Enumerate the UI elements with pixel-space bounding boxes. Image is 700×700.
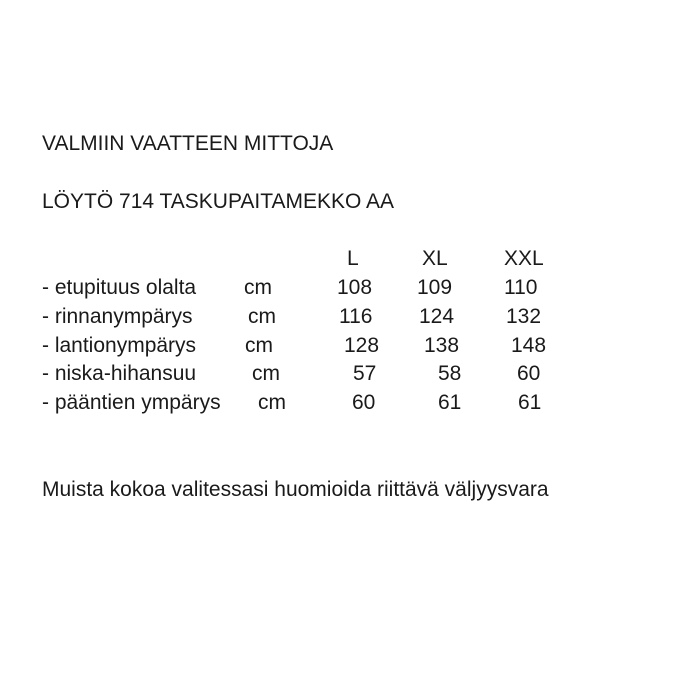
- sizing-note: Muista kokoa valitessasi huomioida riittävä väljyysvara: [42, 478, 549, 501]
- document-heading: VALMIIN VAATTEEN MITTOJA: [42, 132, 334, 155]
- row-unit: cm: [248, 305, 276, 328]
- measurement-row: [0, 276, 700, 300]
- value-l: 116: [339, 305, 373, 328]
- row-unit: cm: [258, 391, 286, 414]
- row-label: - pääntien ympärys: [42, 391, 221, 414]
- row-unit: cm: [245, 334, 273, 357]
- row-label: - etupituus olalta: [42, 276, 197, 299]
- value-xl: 109: [417, 276, 453, 299]
- value-xxl: 148: [511, 334, 547, 357]
- row-unit: cm: [252, 362, 280, 385]
- product-title: LÖYTÖ 714 TASKUPAITAMEKKO AA: [42, 190, 395, 213]
- value-xl: 58: [438, 362, 462, 385]
- row-label: - niska-hihansuu: [42, 362, 197, 385]
- measurement-row: [0, 362, 700, 386]
- value-xxl: 110: [504, 276, 538, 299]
- value-xxl: 132: [506, 305, 542, 328]
- value-l: 60: [352, 391, 376, 414]
- row-unit: cm: [244, 276, 272, 299]
- value-xl: 138: [424, 334, 460, 357]
- value-l: 57: [353, 362, 377, 385]
- value-xxl: 61: [518, 391, 542, 414]
- size-header-xl: XL: [422, 247, 448, 270]
- size-header-xxl: XXL: [504, 247, 544, 270]
- value-xxl: 60: [517, 362, 541, 385]
- row-label: - lantionympärys: [42, 334, 197, 357]
- value-xl: 61: [438, 391, 462, 414]
- row-label: - rinnanympärys: [42, 305, 193, 328]
- measurement-row: [0, 391, 700, 415]
- measurement-row: [0, 334, 700, 358]
- measurement-row: [0, 305, 700, 329]
- size-header-row: [0, 247, 700, 271]
- size-header-l: L: [347, 247, 359, 270]
- value-l: 108: [337, 276, 373, 299]
- value-xl: 124: [419, 305, 455, 328]
- value-l: 128: [344, 334, 380, 357]
